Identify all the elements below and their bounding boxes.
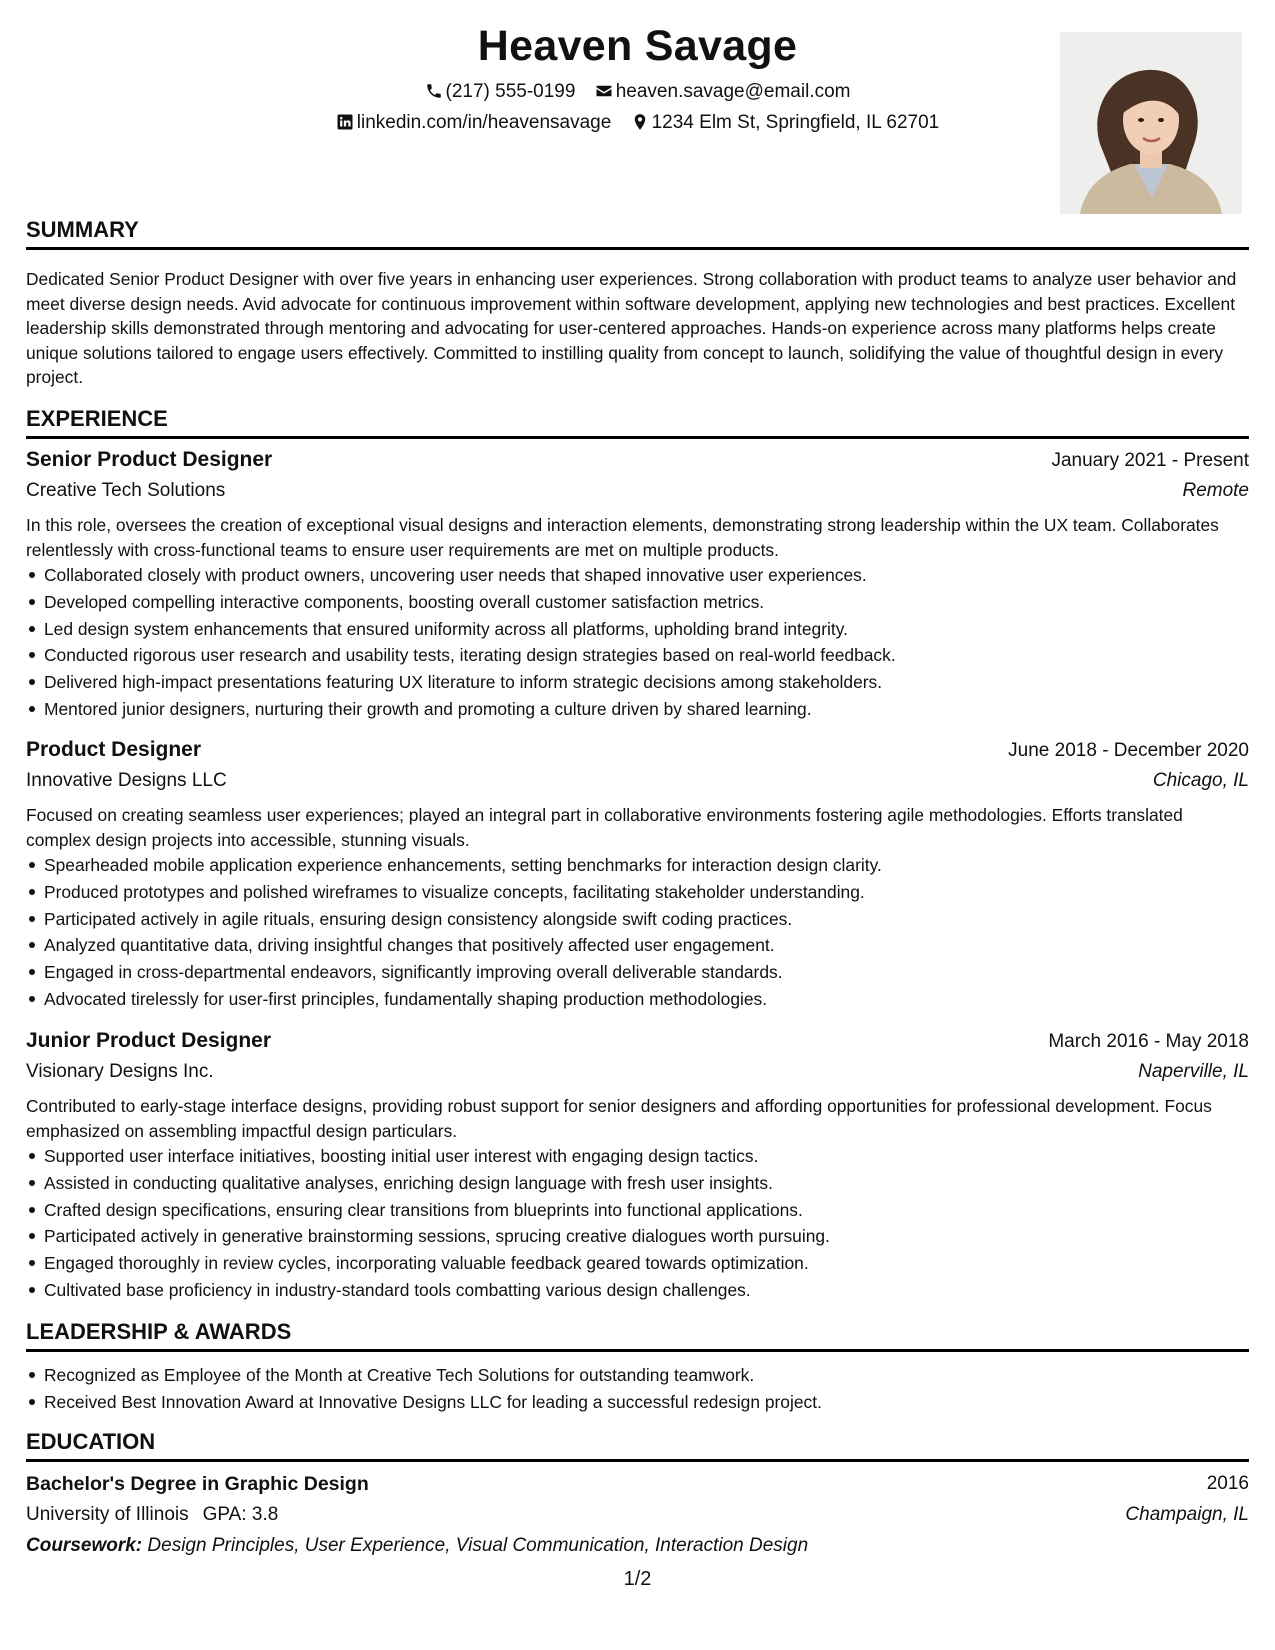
experience-heading: EXPERIENCE <box>26 405 1249 439</box>
list-item: Developed compelling interactive components, boosting overall customer satisfaction metrics. <box>44 589 1267 616</box>
job-bullets-1 <box>26 562 1267 723</box>
linkedin-icon <box>336 113 354 131</box>
candidate-name: Heaven Savage <box>477 22 798 70</box>
list-item: Participated actively in agile rituals, ensuring design consistency alongside swift coding practices. <box>44 906 1267 933</box>
job-bullets-2 <box>26 852 1267 1013</box>
job-title-1: Senior Product Designer <box>26 448 273 471</box>
address-text: 1234 Elm St, Springfield, IL 62701 <box>651 112 940 133</box>
leadership-heading: LEADERSHIP & AWARDS <box>26 1318 1249 1352</box>
list-item: Led design system enhancements that ensured uniformity across all platforms, upholding brand integrity. <box>44 616 1267 643</box>
job-title-2: Product Designer <box>26 738 202 761</box>
school-line <box>26 1504 278 1526</box>
list-item: Mentored junior designers, nurturing their growth and promoting a culture driven by shared learning. <box>44 696 1267 723</box>
leadership-bullets <box>26 1362 1267 1416</box>
summary-heading: SUMMARY <box>26 216 1249 250</box>
job-title-3: Junior Product Designer <box>26 1029 272 1052</box>
list-item: Supported user interface initiatives, boosting initial user interest with engaging design tactics. <box>44 1143 1267 1170</box>
email-contact[interactable] <box>595 80 851 104</box>
list-item: Received Best Innovation Award at Innovative Designs LLC for leading a successful redesign project. <box>44 1389 1267 1416</box>
job-company-2: Innovative Designs LLC <box>26 770 227 791</box>
list-item: Crafted design specifications, ensuring clear transitions from blueprints into functional applications. <box>44 1197 1267 1224</box>
job-description-1: In this role, oversees the creation of exceptional visual designs and interaction elements, demonstrating strong leadership within the UX team. Collaborates relentlessly with cross-functional teams to ensure user requirements are met on multiple products. <box>26 515 1219 560</box>
list-item: Assisted in conducting qualitative analyses, enriching design language with fresh user insights. <box>44 1170 1267 1197</box>
phone-contact <box>425 80 576 104</box>
list-item: Collaborated closely with product owners, uncovering user needs that shaped innovative user experiences. <box>44 562 1267 589</box>
job-location-3: Naperville, IL <box>1138 1061 1249 1082</box>
graduation-year: 2016 <box>1206 1473 1249 1494</box>
list-item: Engaged in cross-departmental endeavors, significantly improving overall deliverable standards. <box>44 959 1267 986</box>
list-item: Produced prototypes and polished wireframes to visualize concepts, facilitating stakeholder understanding. <box>44 879 1267 906</box>
gpa: GPA: 3.8 <box>202 1504 279 1525</box>
list-item: Conducted rigorous user research and usability tests, iterating design strategies based on real-world feedback. <box>44 642 1267 669</box>
list-item: Recognized as Employee of the Month at Creative Tech Solutions for outstanding teamwork. <box>44 1362 1267 1389</box>
linkedin-contact[interactable] <box>336 111 612 135</box>
coursework-line <box>26 1535 808 1557</box>
job-bullets-3 <box>26 1143 1267 1304</box>
phone-icon <box>425 82 443 100</box>
list-item: Delivered high-impact presentations featuring UX literature to inform strategic decisions among stakeholders. <box>44 669 1267 696</box>
coursework-label: Coursework: <box>26 1535 143 1556</box>
job-company-1: Creative Tech Solutions <box>26 480 226 501</box>
page-number: 1/2 <box>623 1568 652 1590</box>
coursework-list: Design Principles, User Experience, Visual Communication, Interaction Design <box>147 1535 809 1556</box>
job-dates-3: March 2016 - May 2018 <box>1048 1031 1249 1052</box>
list-item: Spearheaded mobile application experience enhancements, setting benchmarks for interaction design clarity. <box>44 852 1267 879</box>
job-dates-2: June 2018 - December 2020 <box>1008 740 1249 761</box>
list-item: Engaged thoroughly in review cycles, incorporating valuable feedback geared towards optimization. <box>44 1250 1267 1277</box>
job-description-2: Focused on creating seamless user experiences; played an integral part in collaborative environments fostering agile methodologies. Efforts translated complex design projects into accessible, stunning visuals. <box>26 805 1183 850</box>
degree: Bachelor's Degree in Graphic Design <box>26 1473 369 1495</box>
list-item: Advocated tirelessly for user-first principles, fundamentally shaping production methodologies. <box>44 986 1267 1013</box>
school-name: University of Illinois <box>26 1504 189 1525</box>
email-text[interactable]: heaven.savage@email.com <box>615 81 851 102</box>
phone-text: (217) 555-0199 <box>445 81 576 102</box>
envelope-icon <box>595 82 613 100</box>
job-location-1: Remote <box>1182 480 1249 501</box>
education-heading: EDUCATION <box>26 1428 1249 1462</box>
map-pin-icon <box>631 113 649 131</box>
address-contact <box>631 111 940 135</box>
list-item: Analyzed quantitative data, driving insightful changes that positively affected user engagement. <box>44 932 1267 959</box>
list-item: Participated actively in generative brainstorming sessions, sprucing creative dialogues worth pursuing. <box>44 1223 1267 1250</box>
job-location-2: Chicago, IL <box>1152 770 1249 791</box>
list-item: Cultivated base proficiency in industry-standard tools combatting various design challenges. <box>44 1277 1267 1304</box>
school-location: Champaign, IL <box>1125 1504 1249 1525</box>
summary-text: Dedicated Senior Product Designer with over five years in enhancing user experiences. Strong collaboration with product teams to analyze user behavior and meet diverse design needs. Avid advocate for continuous improvement within software development, applying new technologies and best practices. Excellent leadership skills demonstrated through mentoring and advocating for user-centered approaches. Hands-on experience across many platforms helps create unique solutions tailored to engage users effectively. Committed to instilling quality from concept to launch, solidifying the value of thoughtful design in every project. <box>26 269 1237 388</box>
job-dates-1: January 2021 - Present <box>1051 450 1249 471</box>
linkedin-text[interactable]: linkedin.com/in/heavensavage <box>356 112 612 133</box>
job-description-3: Contributed to early-stage interface designs, providing robust support for senior designers and affording opportunities for professional development. Focus emphasized on assembling impactful design particulars. <box>26 1096 1212 1141</box>
job-company-3: Visionary Designs Inc. <box>26 1061 214 1082</box>
profile-photo <box>1060 32 1242 214</box>
